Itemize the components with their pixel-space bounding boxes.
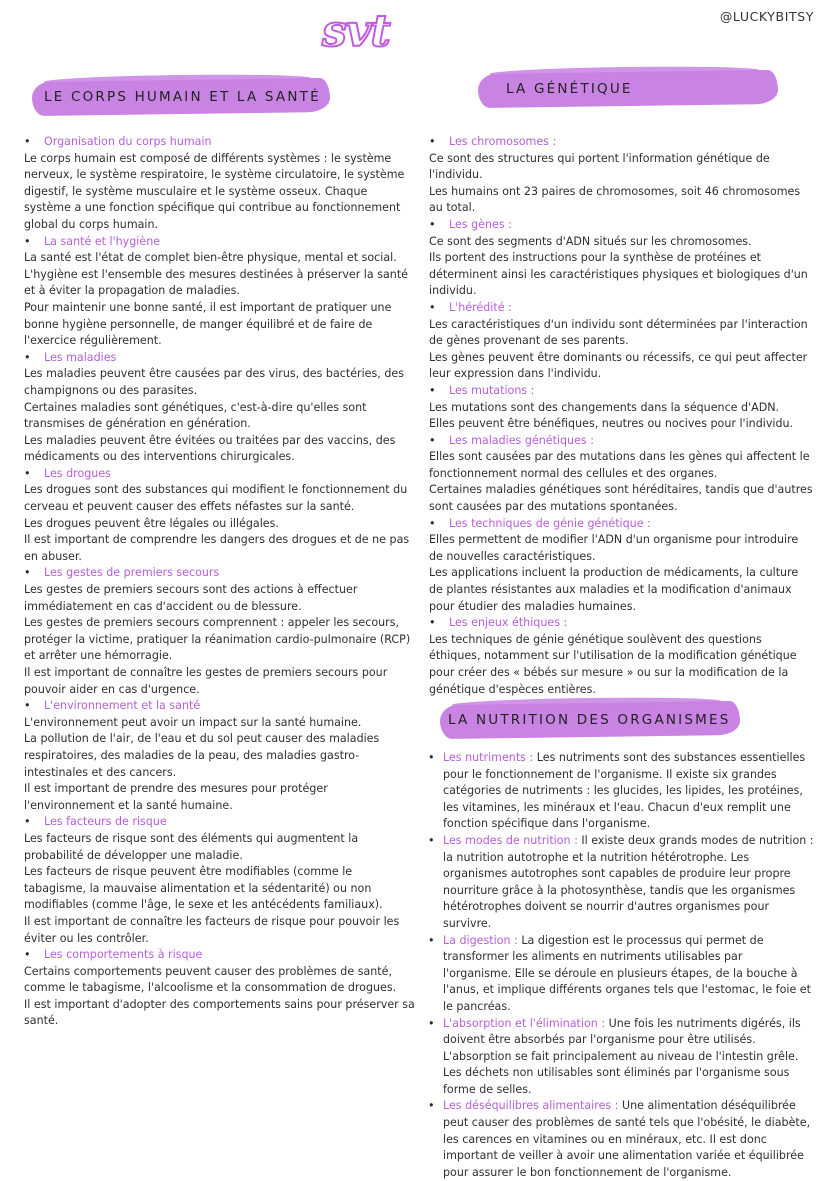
topic-block — [429, 134, 815, 217]
banner-genetique — [478, 72, 778, 106]
item-text: Une fois les nutriments digérés, ils doivent être absorbés par l'organisme pour être utilisés. L'absorption se fait principalement au niveau de l'intestin grêle. Les déchets non utilisables sont éliminés par l'organisme sous forme de selles. — [443, 1016, 801, 1096]
topic-block — [429, 300, 815, 383]
topic-paragraph: Les drogues sont des substances qui modifient le fonctionnement du cerveau et peuvent causer des effets néfastes sur la santé. — [24, 483, 408, 514]
banner-corps-humain — [32, 80, 330, 114]
topic-paragraph: Il est important de connaître les gestes de premiers secours pour pouvoir aider en cas d'urgence. — [24, 666, 388, 696]
topic-paragraph: Il est important d'adopter des comportements sains pour préserver sa santé. — [24, 997, 415, 1028]
topic-heading: Les gestes de premiers secours — [44, 566, 220, 580]
topic-paragraph: Les facteurs de risque sont des éléments qui augmentent la probabilité de développer une maladie. — [24, 831, 359, 862]
topic-paragraph: Ils portent des instructions pour la synthèse de protéines et déterminent ainsi les caractéristiques physiques et biologiques d'un individu. — [429, 251, 808, 298]
item-text: Une alimentation déséquilibrée peut causer des problèmes de santé tels que l'obésité, le diabète, les carences en vitamines ou en minéraux, etc. Il est donc important de veiller à avoir une alimentation variée et équilibrée pour assurer le bon fonctionnement de l'organisme. — [443, 1099, 811, 1179]
topic-paragraph: Le corps humain est composé de différents systèmes : le système nerveux, le système respiratoire, le système circulatoire, le système digestif, le système musculaire et le système osseux. Chaque système a une fonction spécifique qui contribue au fonctionnement global du corps humain. — [24, 151, 405, 231]
topic-paragraph: La santé est l'état de complet bien-être physique, mental et social. — [24, 251, 397, 265]
topic-paragraph: L'environnement peut avoir un impact sur la santé humaine. — [24, 715, 362, 729]
author-handle: @LUCKYBITSY — [719, 9, 814, 24]
item-text: La digestion est le processus qui permet de transformer les aliments en nutriments utilisables par l'organisme. Elle se déroule en plusieurs étapes, de la bouche à l'anus, et implique différents organes tels que l'estomac, le foie et le pancréas. — [443, 933, 811, 1013]
topic-heading: Les facteurs de risque — [44, 815, 167, 829]
topic-paragraph: Elles permettent de modifier l'ADN d'un organisme pour introduire de nouvelles caractéristiques. — [429, 533, 799, 563]
list-item — [428, 750, 814, 833]
item-text: Les nutriments sont des substances essentielles pour le fonctionnement de l'organisme. Il existe six grandes catégories de nutriments : les glucides, les lipides, les protéines, les vitamines, les minéraux et l'eau. Chacun d'eux remplit une fonction spécifique dans l'organisme. — [443, 751, 806, 831]
topic-block — [24, 134, 416, 234]
topic-paragraph: Elles peuvent être bénéfiques, neutres ou nocives pour l'individu. — [429, 417, 794, 431]
topic-block — [24, 698, 416, 814]
topic-paragraph: Certaines maladies génétiques sont héréditaires, tandis que d'autres sont causées par des mutations spontanées. — [429, 483, 813, 514]
topic-paragraph: Les maladies peuvent être causées par des virus, des bactéries, des champignons ou des parasites. — [24, 367, 404, 397]
topic-block — [429, 615, 815, 698]
topic-block — [429, 516, 815, 616]
topic-heading: Les techniques de génie génétique : — [449, 516, 651, 530]
item-label: Les modes de nutrition : — [443, 833, 578, 847]
list-item — [428, 933, 814, 1016]
item-label: Les déséquilibres alimentaires : — [443, 1099, 619, 1113]
topic-paragraph: Les mutations sont des changements dans la séquence d'ADN. — [429, 400, 780, 414]
topic-paragraph: Les gestes de premiers secours comprennent : appeler les secours, protéger la victime, pratiquer la réanimation cardio-pulmonaire (RCP) et arrêter une hémorragie. — [24, 616, 411, 663]
item-label: L'absorption et l'élimination : — [443, 1016, 606, 1030]
topic-paragraph: Les caractéristiques d'un individu sont déterminées par l'interaction de gènes provenant de ses parents. — [429, 317, 808, 348]
topic-paragraph: Les applications incluent la production de médicaments, la culture de plantes résistantes aux maladies et la modification d'animaux pour étudier des maladies humaines. — [429, 566, 799, 613]
corps-humain-column — [24, 134, 416, 1030]
topic-block — [429, 217, 815, 300]
topic-heading: Les gènes : — [449, 217, 512, 231]
topic-block — [429, 383, 815, 433]
topic-paragraph: Ce sont des segments d'ADN situés sur les chromosomes. — [429, 234, 752, 248]
topic-heading: Les comportements à risque — [44, 948, 203, 962]
topic-paragraph: Elles sont causées par des mutations dans les gènes qui affectent le fonctionnement normal des cellules et des organes. — [429, 450, 810, 480]
topic-block — [24, 234, 416, 350]
list-item — [428, 1016, 814, 1099]
genetique-column — [429, 134, 815, 698]
topic-heading: Les chromosomes : — [449, 135, 557, 148]
section-title-nutrition: LA NUTRITION DES ORGANISMES — [448, 712, 731, 728]
banner-nutrition — [440, 703, 740, 737]
topic-block — [24, 947, 416, 1030]
topic-paragraph: La pollution de l'air, de l'eau et du sol peut causer des maladies respiratoires, des maladies de la peau, des maladies gastro-intestinales et des cancers. — [24, 732, 380, 779]
topic-paragraph: Les gènes peuvent être dominants ou récessifs, ce qui peut affecter leur expression dans l'individu. — [429, 350, 808, 381]
topic-block — [24, 814, 416, 947]
topic-block — [429, 433, 815, 516]
item-label: La digestion : — [443, 933, 518, 947]
item-text: Il existe deux grands modes de nutrition : la nutrition autotrophe et la nutrition hétérotrophe. Les organismes autotrophes sont capables de produire leur propre nourriture grâce à la photosynthèse, tandis que les organismes hétérotrophes doivent se nourrir d'autres organismes pour survivre. — [443, 833, 814, 930]
topic-paragraph: L'hygiène est l'ensemble des mesures destinées à préserver la santé et à éviter la propagation de maladies. — [24, 267, 408, 298]
topic-block — [24, 466, 416, 566]
list-item — [428, 1098, 814, 1181]
topic-paragraph: Il est important de prendre des mesures pour protéger l'environnement et la santé humaine. — [24, 782, 328, 812]
topic-heading: L'hérédité : — [449, 300, 512, 314]
svt-logo: svt — [322, 6, 390, 57]
topic-paragraph: Les techniques de génie génétique soulèvent des questions éthiques, notamment sur l'utilisation de la modification génétique pour créer des « bébés sur mesure » ou sur la modification de la génétique d'espèces entières. — [429, 632, 797, 696]
topic-paragraph: Pour maintenir une bonne santé, il est important de pratiquer une bonne hygiène personnelle, de manger équilibré et de faire de l'exercice régulièrement. — [24, 300, 392, 348]
topic-heading: Organisation du corps humain — [44, 135, 212, 148]
topic-paragraph: Il est important de connaître les facteurs de risque pour pouvoir les éviter ou les contrôler. — [24, 914, 400, 945]
topic-paragraph: Certains comportements peuvent causer des problèmes de santé, comme le tabagisme, l'alcoolisme et la consommation de drogues. — [24, 964, 397, 995]
topic-paragraph: Certaines maladies sont génétiques, c'est-à-dire qu'elles sont transmises de génération en génération. — [24, 400, 367, 431]
topic-paragraph: Les facteurs de risque peuvent être modifiables (comme le tabagisme, la mauvaise alimentation et la sédentarité) ou non modifiables (comme l'âge, le sexe et les antécédents familiaux). — [24, 865, 383, 912]
item-label: Les nutriments : — [443, 751, 534, 764]
topic-heading: Les maladies génétiques : — [449, 433, 594, 447]
topic-heading: La santé et l'hygiène — [44, 234, 161, 248]
topic-block — [24, 565, 416, 698]
topic-paragraph: Les maladies peuvent être évitées ou traitées par des vaccins, des médicaments ou des interventions chirurgicales. — [24, 433, 396, 464]
topic-block — [24, 350, 416, 466]
topic-paragraph: Les drogues peuvent être légales ou illégales. — [24, 516, 279, 530]
topic-heading: Les drogues — [44, 466, 111, 480]
nutrition-list — [428, 750, 814, 1181]
topic-paragraph: Les humains ont 23 paires de chromosomes, soit 46 chromosomes au total. — [429, 184, 801, 215]
list-item — [428, 833, 814, 933]
section-title-genetique: LA GÉNÉTIQUE — [506, 81, 633, 97]
topic-paragraph: Il est important de comprendre les dangers des drogues et de ne pas en abuser. — [24, 533, 410, 563]
topic-heading: Les mutations : — [449, 383, 535, 397]
topic-heading: Les maladies — [44, 350, 117, 364]
topic-paragraph: Les gestes de premiers secours sont des actions à effectuer immédiatement en cas d'accident ou de blessure. — [24, 583, 358, 613]
topic-heading: L'environnement et la santé — [44, 699, 201, 713]
section-title-corps-humain: LE CORPS HUMAIN ET LA SANTÉ — [44, 89, 321, 105]
topic-heading: Les enjeux éthiques : — [449, 616, 568, 630]
topic-paragraph: Ce sont des structures qui portent l'information génétique de l'individu. — [429, 151, 770, 182]
